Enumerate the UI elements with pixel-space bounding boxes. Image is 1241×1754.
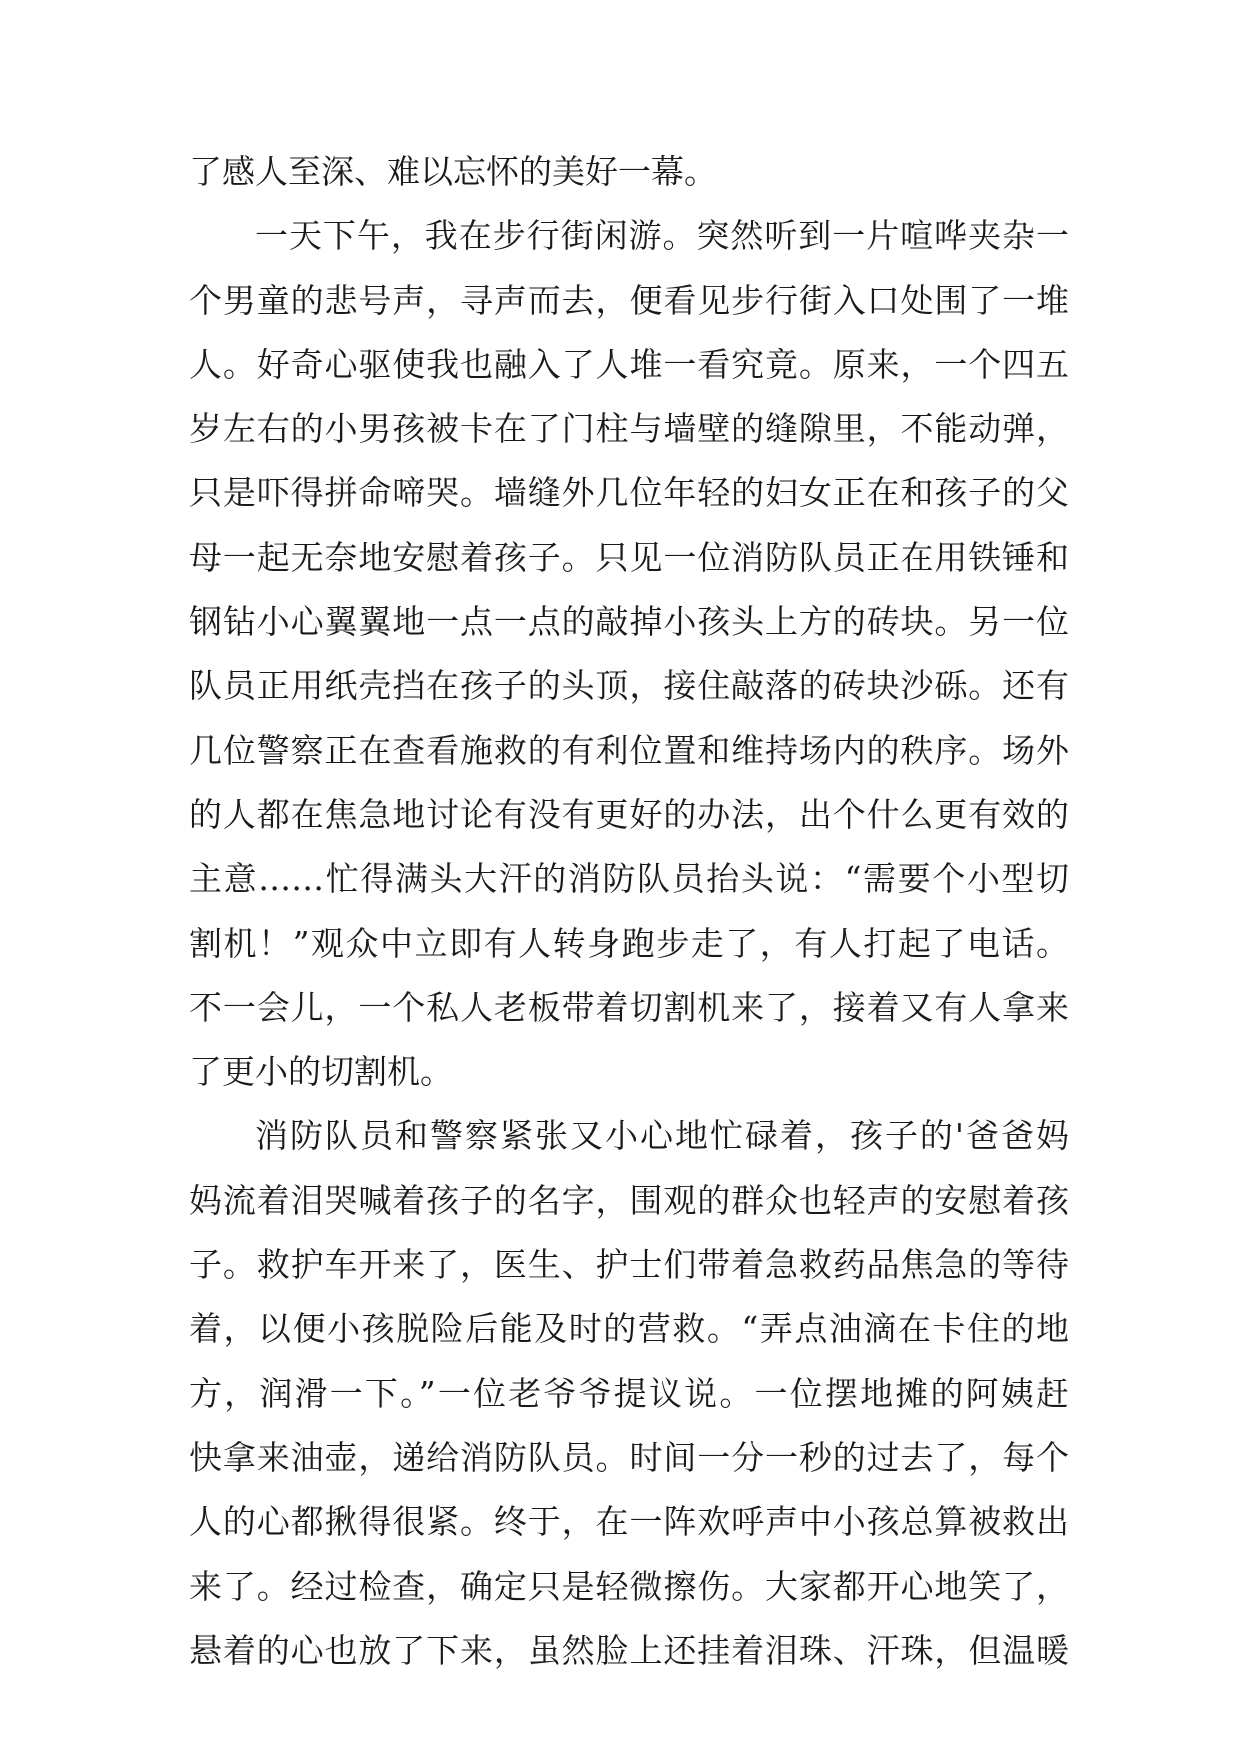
text-line: 子。救护车开来了，医生、护士们带着急救药品焦急的等待 bbox=[189, 1245, 1069, 1285]
text-line: 钢钻小心翼翼地一点一点的敲掉小孩头上方的砖块。另一位 bbox=[189, 602, 1069, 642]
text-line: 只是吓得拼命啼哭。墙缝外几位年轻的妇女正在和孩子的父 bbox=[189, 473, 1069, 513]
text-line: 的人都在焦急地讨论有没有更好的办法，出个什么更有效的 bbox=[189, 794, 1069, 834]
text-line: 个男童的悲号声，寻声而去，便看见步行街入口处围了一堆 bbox=[189, 280, 1069, 320]
text-line: 消防队员和警察紧张又小心地忙碌着，孩子的'爸爸妈 bbox=[255, 1116, 1069, 1156]
text-line: 了更小的切割机。 bbox=[189, 1052, 453, 1092]
text-line: 人的心都揪得很紧。终于，在一阵欢呼声中小孩总算被救出 bbox=[189, 1502, 1069, 1542]
text-line: 来了。经过检查，确定只是轻微擦伤。大家都开心地笑了， bbox=[189, 1566, 1069, 1606]
document-body bbox=[189, 154, 1069, 1697]
text-line: 妈流着泪哭喊着孩子的名字，围观的群众也轻声的安慰着孩 bbox=[189, 1180, 1069, 1220]
text-line: 岁左右的小男孩被卡在了门柱与墙壁的缝隙里，不能动弹， bbox=[189, 409, 1069, 449]
text-line: 了感人至深、难以忘怀的美好一幕。 bbox=[189, 152, 717, 191]
text-line: 母一起无奈地安慰着孩子。只见一位消防队员正在用铁锤和 bbox=[189, 537, 1069, 577]
text-line: 快拿来油壶，递给消防队员。时间一分一秒的过去了，每个 bbox=[189, 1437, 1069, 1477]
text-line: 主意……忙得满头大汗的消防队员抬头说：“需要个小型切 bbox=[189, 859, 1069, 899]
text-line: 队员正用纸壳挡在孩子的头顶，接住敲落的砖块沙砾。还有 bbox=[189, 666, 1069, 706]
text-line: 一天下午，我在步行街闲游。突然听到一片喧哗夹杂一 bbox=[255, 216, 1069, 256]
text-line: 人。好奇心驱使我也融入了人堆一看究竟。原来，一个四五 bbox=[189, 344, 1069, 384]
text-line: 着，以便小孩脱险后能及时的营救。“弄点油滴在卡住的地 bbox=[189, 1309, 1069, 1349]
text-line: 不一会儿，一个私人老板带着切割机来了，接着又有人拿来 bbox=[189, 987, 1069, 1027]
text-line: 割机！”观众中立即有人转身跑步走了，有人打起了电话。 bbox=[189, 923, 1069, 963]
text-line: 几位警察正在查看施救的有利位置和维持场内的秩序。场外 bbox=[189, 730, 1069, 770]
text-line: 悬着的心也放了下来，虽然脸上还挂着泪珠、汗珠，但温暖 bbox=[189, 1630, 1069, 1670]
text-line: 方，润滑一下。”一位老爷爷提议说。一位摆地摊的阿姨赶 bbox=[189, 1373, 1069, 1413]
